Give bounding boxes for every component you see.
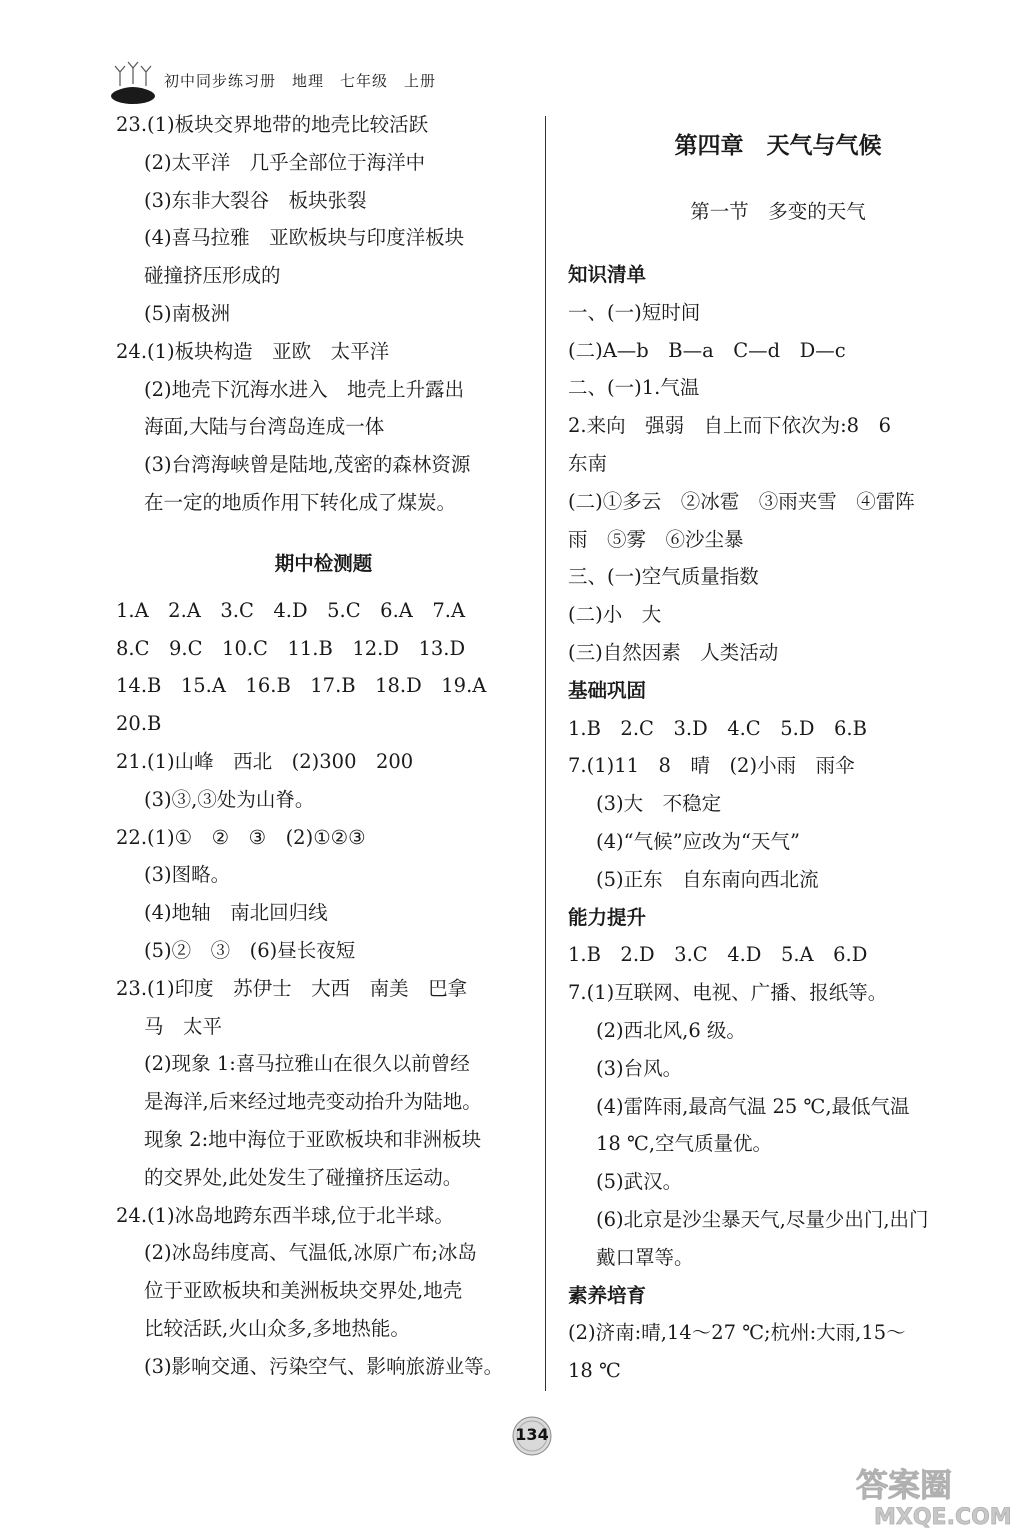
answer-line: 三、(一)空气质量指数	[568, 565, 759, 589]
svg-text:MXQE.COM: MXQE.COM	[874, 1505, 1012, 1530]
subsection-label: 素养培育	[568, 1283, 647, 1307]
answer-line: 1.B 2.C 3.D 4.C 5.D 6.B	[568, 716, 867, 740]
answer-line: (3)影响交通、污染空气、影响旅游业等。	[144, 1354, 504, 1378]
book-logo-icon	[108, 58, 158, 106]
answer-line: (三)自然因素 人类活动	[568, 640, 779, 664]
answer-line: 23.(1)印度 苏伊士 大西 南美 巴拿	[116, 976, 468, 1000]
answer-line: (5)正东 自东南向西北流	[596, 867, 819, 891]
answer-line: 1.A 2.A 3.C 4.D 5.C 6.A 7.A	[116, 598, 466, 622]
answer-line: (3)东非大裂谷 板块张裂	[144, 188, 367, 212]
answer-line: (4)喜马拉雅 亚欧板块与印度洋板块	[144, 226, 465, 250]
answer-line: (3)台湾海峡曾是陆地,茂密的森林资源	[144, 453, 471, 477]
site-watermark-logo	[846, 1460, 1026, 1530]
answer-line: 位于亚欧板块和美洲板块交界处,地壳	[144, 1279, 463, 1303]
left-answer-column	[116, 106, 531, 1386]
answer-line: 马 太平	[144, 1014, 223, 1038]
section-title: 第一节 多变的天气	[690, 200, 866, 223]
answer-line: 24.(1)冰岛地跨东西半球,位于北半球。	[116, 1203, 454, 1227]
answer-line: 22.(1)① ② ③ (2)①②③	[116, 825, 366, 849]
answer-line: (二)①多云 ②冰雹 ③雨夹雪 ④雷阵	[568, 489, 915, 513]
answer-line: 比较活跃,火山众多,多地热能。	[144, 1316, 410, 1340]
header-title: 初中同步练习册 地理 七年级 上册	[164, 72, 437, 90]
answer-line: 1.B 2.D 3.C 4.D 5.A 6.D	[568, 943, 868, 967]
answer-line: (5)武汉。	[596, 1170, 683, 1194]
answer-line: (3)③,③处为山脊。	[144, 787, 315, 811]
answer-line: (4)雷阵雨,最高气温 25 ℃,最低气温	[596, 1094, 910, 1118]
answer-line: 23.(1)板块交界地带的地壳比较活跃	[116, 113, 429, 136]
answer-line: (3)大 不稳定	[596, 792, 722, 816]
answer-line: 18 ℃	[568, 1359, 621, 1383]
right-answer-column	[568, 106, 988, 1390]
answer-line: (二)A—b B—a C—d D—c	[568, 338, 846, 362]
answer-line: 碰撞挤压形成的	[144, 264, 281, 288]
answer-line: 二、(一)1.气温	[568, 376, 700, 400]
page-number-badge	[512, 1416, 552, 1456]
answer-line: 戴口罩等。	[596, 1245, 694, 1269]
column-divider	[545, 116, 546, 1391]
subsection-label: 知识清单	[568, 263, 647, 286]
page-number: 134	[515, 1425, 549, 1444]
subsection-label: 能力提升	[568, 905, 647, 929]
answer-line: 18 ℃,空气质量优。	[596, 1132, 773, 1156]
answer-line: (2)冰岛纬度高、气温低,冰原广布;冰岛	[144, 1241, 477, 1265]
answer-line: 雨 ⑤雾 ⑥沙尘暴	[568, 527, 744, 551]
answer-line: (4)“气候”应改为“天气”	[596, 829, 800, 853]
exam-heading: 期中检测题	[274, 551, 373, 575]
answer-line: 8.C 9.C 10.C 11.B 12.D 13.D	[116, 636, 466, 660]
answer-line: (4)地轴 南北回归线	[144, 901, 328, 925]
answer-line: (6)北京是沙尘暴天气,尽量少出门,出门	[596, 1207, 929, 1231]
answer-line: (二)小 大	[568, 603, 662, 627]
answer-line: 14.B 15.A 16.B 17.B 18.D 19.A	[116, 674, 487, 698]
answer-line: (2)济南:晴,14～27 ℃;杭州:大雨,15～	[568, 1321, 906, 1345]
answer-line: (5)南极洲	[144, 301, 231, 325]
answer-line: 20.B	[116, 712, 162, 736]
answer-line: 21.(1)山峰 西北 (2)300 200	[116, 749, 414, 773]
answer-line: (2)太平洋 几乎全部位于海洋中	[144, 150, 426, 174]
answer-line: 7.(1)11 8 晴 (2)小雨 雨伞	[568, 754, 855, 778]
answer-line: 现象 2:地中海位于亚欧板块和非洲板块	[144, 1127, 482, 1151]
answer-line: 一、(一)短时间	[568, 300, 701, 324]
answer-line: 在一定的地质作用下转化成了煤炭。	[144, 490, 457, 514]
answer-line: (2)西北风,6 级。	[596, 1018, 746, 1042]
answer-line: 2.来向 强弱 自上而下依次为:8 6	[568, 414, 891, 438]
answer-line: (3)图略。	[144, 863, 231, 887]
answer-line: 24.(1)板块构造 亚欧 太平洋	[116, 339, 390, 363]
answer-line: (3)台风。	[596, 1056, 683, 1080]
subsection-label: 基础巩固	[568, 678, 647, 702]
answer-line: 东南	[568, 451, 608, 475]
svg-text:答案圈: 答案圈	[856, 1466, 953, 1504]
answer-line: 7.(1)互联网、电视、广播、报纸等。	[568, 981, 888, 1005]
answer-line: 是海洋,后来经过地壳变动抬升为陆地。	[144, 1090, 482, 1114]
page-header	[108, 52, 468, 112]
answer-line: (2)地壳下沉海水进入 地壳上升露出	[144, 377, 465, 401]
chapter-title: 第四章 天气与气候	[674, 132, 882, 159]
answer-line: (5)② ③ (6)昼长夜短	[144, 938, 356, 962]
answer-line: 海面,大陆与台湾岛连成一体	[144, 415, 385, 439]
answer-line: (2)现象 1:喜马拉雅山在很久以前曾经	[144, 1052, 470, 1076]
answer-line: 的交界处,此处发生了碰撞挤压运动。	[144, 1165, 463, 1189]
